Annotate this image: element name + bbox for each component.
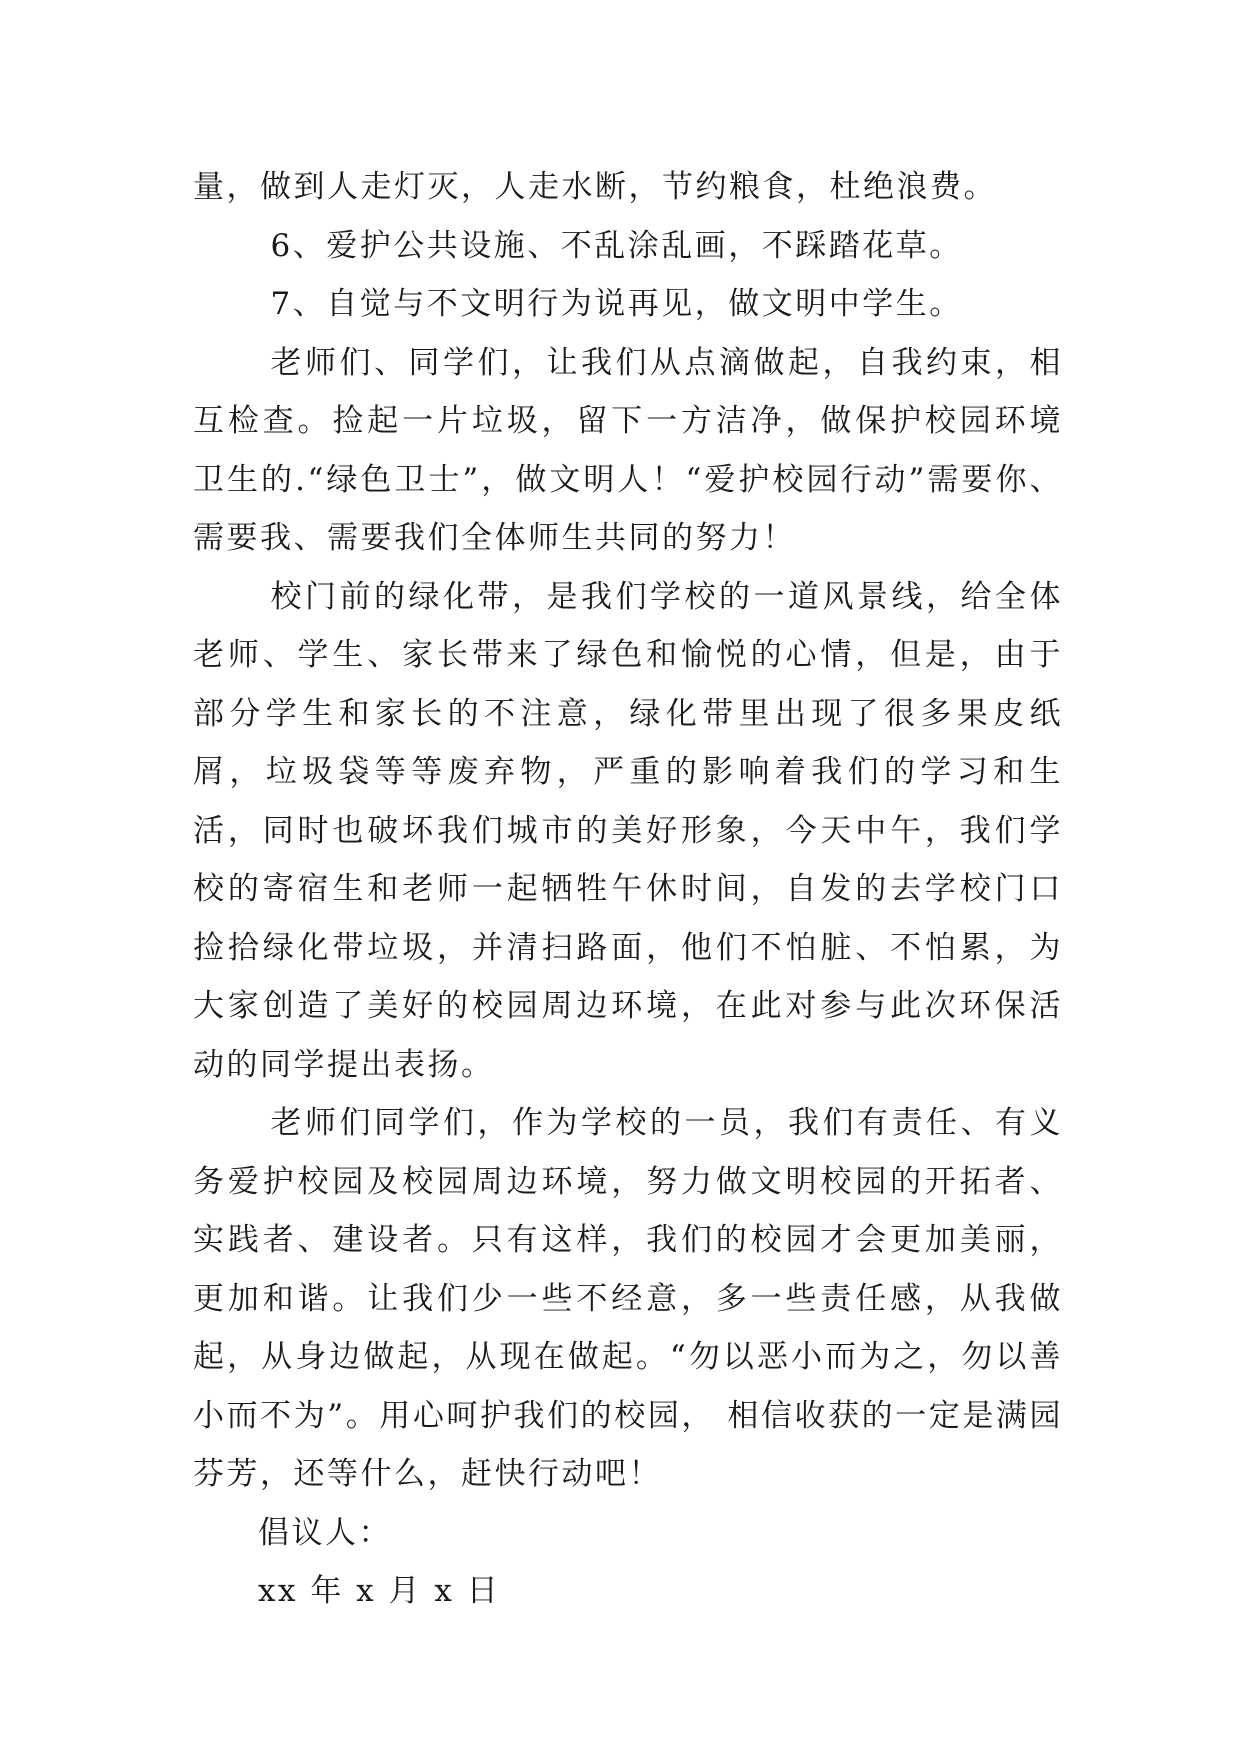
document-body [193,158,1063,1621]
list-item-6: 6、爱护公共设施、不乱涂乱画，不踩踏花草。 [270,227,963,264]
paragraph-greenbelt: 校门前的绿化带，是我们学校的一道风景线，给全体老师、学生、家长带来了绿色和愉悦的心情，但是，由于部分学生和家长的不注意，绿化带里出现了很多果皮纸屑，垃圾袋等等废弃物，严重的影响着我们的学习和生活，同时也破坏我们城市的美好形象，今天中午，我们学校的寄宿生和老师一起牺牲午休时间，自发的去学校门口捡拾绿化带垃圾，并清扫路面，他们不怕脏、不怕累，为大家创造了美好的校园周边环境，在此对参与此次环保活动的同学提出表扬。 [193,578,1063,1083]
paragraph-appeal: 老师们、同学们，让我们从点滴做起，自我约束，相互检查。捡起一片垃圾，留下一方洁净，做保护校园环境卫生的.“绿色卫士”，做文明人！“爱护校园行动”需要你、需要我、需要我们全体师生共同的努力！ [193,344,1063,556]
list-item-7: 7、自觉与不文明行为说再见，做文明中学生。 [270,286,963,322]
signature-label: 倡议人： [258,1514,392,1551]
signature-date: xx 年 x 月 x 日 [258,1573,501,1609]
paragraph-call-to-action: 老师们同学们，作为学校的一员，我们有责任、有义务爱护校园及校园周边环境，努力做文明校园的开拓者、实践者、建设者。只有这样，我们的校园才会更加美丽，更加和谐。让我们少一些不经意，多一些责任感，从我做起，从身边做起，从现在做起。“勿以恶小而为之，勿以善小而不为”。用心呵护我们的校园， 相信收获的一定是满园芬芳，还等什么，赶快行动吧！ [193,1105,1063,1492]
paragraph-continuation: 量，做到人走灯灭，人走水断，节约粮食，杜绝浪费。 [193,169,997,205]
